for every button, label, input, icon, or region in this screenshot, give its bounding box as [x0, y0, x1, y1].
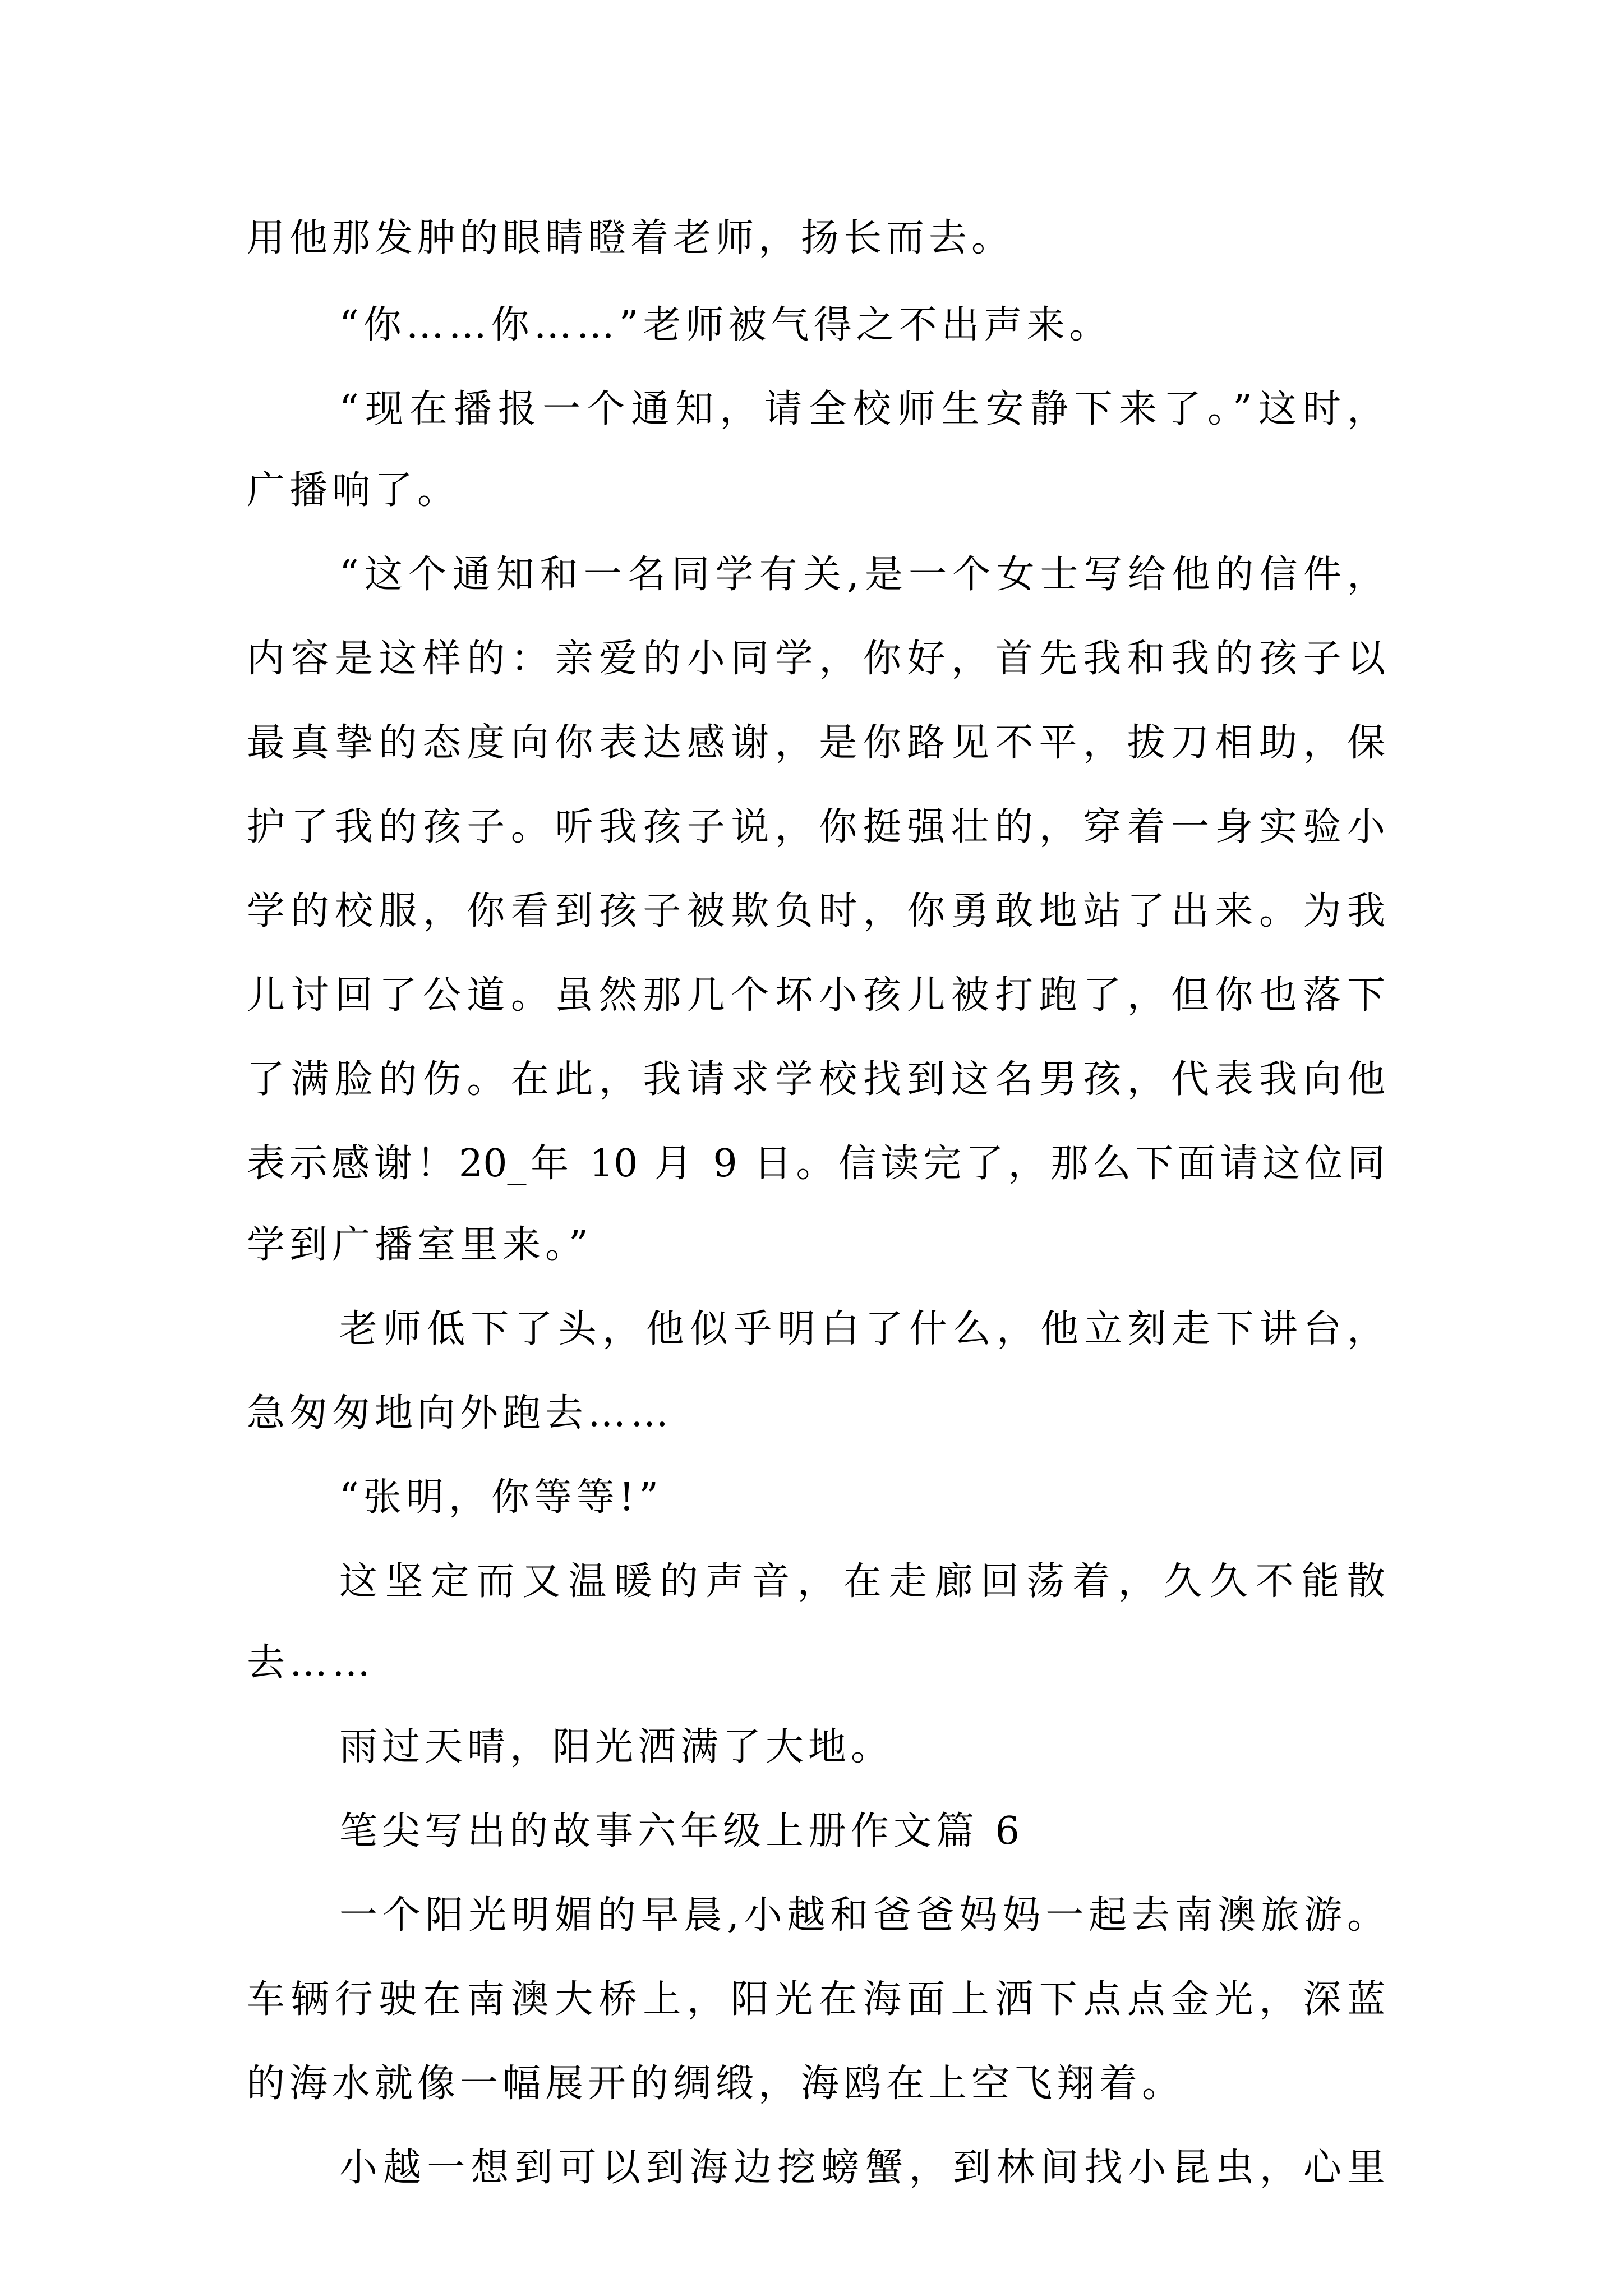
text-line: 的海水就像一幅展开的绸缎，海鸥在上空飞翔着。	[247, 2062, 1185, 2106]
text-line: 车辆行驶在南澳大桥上，阳光在海面上洒下点点金光，深蓝	[247, 1977, 1385, 2022]
text-line: “这个通知和一名同学有关,是一个女士写给他的信件，	[339, 553, 1385, 597]
text-line: 学到广播室里来。”	[247, 1223, 593, 1267]
text-line: 表示感谢！20_年 10 月 9 日。信读完了，那么下面请这位同	[247, 1142, 1385, 1186]
text-line: 护了我的孩子。听我孩子说，你挺强壮的，穿着一身实验小	[247, 805, 1385, 849]
text-line: 这坚定而又温暖的声音，在走廊回荡着，久久不能散	[339, 1559, 1385, 1604]
text-line: 雨过天晴，阳光洒满了大地。	[339, 1725, 894, 1769]
text-line: 小越一想到可以到海边挖螃蟹，到林间找小昆虫，心里	[339, 2146, 1385, 2190]
text-line: 最真挚的态度向你表达感谢，是你路见不平，拔刀相助，保	[247, 721, 1385, 765]
text-line: 了满脸的伤。在此，我请求学校找到这名男孩，代表我向他	[247, 1057, 1385, 1102]
text-line: 去……	[247, 1641, 375, 1685]
text-line: 急匆匆地向外跑去……	[247, 1391, 674, 1435]
text-line: “张明，你等等!”	[339, 1475, 663, 1520]
text-line: 广播响了。	[247, 468, 460, 513]
text-line: 儿讨回了公道。虽然那几个坏小孩儿被打跑了，但你也落下	[247, 973, 1385, 1018]
text-line: “你……你……”老师被气得之不出声来。	[339, 303, 1112, 347]
section-heading: 笔尖写出的故事六年级上册作文篇 6	[339, 1809, 1024, 1853]
text-line: 用他那发肿的眼睛瞪着老师，扬长而去。	[247, 216, 1015, 260]
text-line: 内容是这样的：亲爱的小同学，你好，首先我和我的孩子以	[247, 637, 1385, 681]
text-line: 学的校服，你看到孩子被欺负时，你勇敢地站了出来。为我	[247, 889, 1385, 933]
text-line: “现在播报一个通知，请全校师生安静下来了。”这时，	[339, 387, 1385, 431]
text-line: 一个阳光明媚的早晨,小越和爸爸妈妈一起去南澳旅游。	[339, 1893, 1385, 1938]
text-line: 老师低下了头，他似乎明白了什么，他立刻走下讲台，	[339, 1307, 1385, 1351]
